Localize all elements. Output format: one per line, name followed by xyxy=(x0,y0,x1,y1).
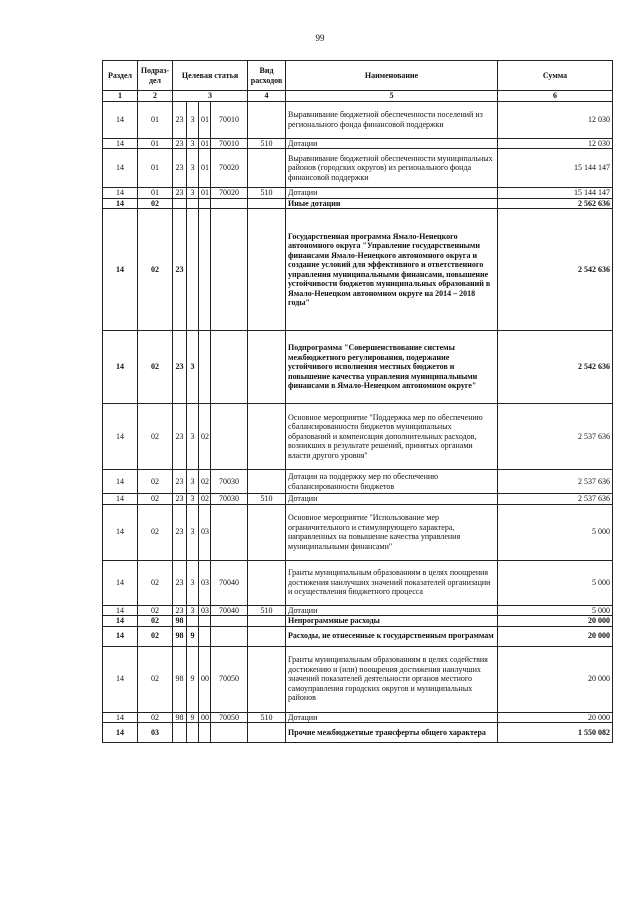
cell-subprogram: 3 xyxy=(187,560,199,605)
cell-razdel: 14 xyxy=(103,605,138,616)
cell-podrazdel: 02 xyxy=(138,605,173,616)
cell-razdel: 14 xyxy=(103,138,138,149)
budget-table xyxy=(102,60,613,743)
cell-subprogram xyxy=(187,616,199,627)
cell-name: Подпрограмма "Совершенствование системы межбюджетного регулирования, подержание устойчивого исполнения местных бюджетов и повышение качества управления муниципальными финансами в Ямало-Ненецком автономном округе" xyxy=(286,331,498,404)
cell-razdel: 14 xyxy=(103,646,138,712)
cell-event xyxy=(199,626,211,646)
cell-razdel: 14 xyxy=(103,616,138,627)
cell-subprogram: 3 xyxy=(187,138,199,149)
table-row xyxy=(103,188,613,199)
cell-vid xyxy=(248,331,286,404)
header-naimenovanie: Наименование xyxy=(286,61,498,91)
cell-direction: 70030 xyxy=(211,494,248,505)
cell-name: Прочие межбюджетные трансферты общего характера xyxy=(286,723,498,743)
cell-name: Дотации xyxy=(286,494,498,505)
table-row xyxy=(103,138,613,149)
cell-subprogram xyxy=(187,198,199,209)
cell-event: 02 xyxy=(199,404,211,470)
header-razdel: Раздел xyxy=(103,61,138,91)
cell-name: Государственная программа Ямало-Ненецкого автономного округа "Управление государственными финансами Ямало-Ненецкого автономного округа и создание условий для эффективного и ответственного управления муниципальными финансами, повышение устойчивости бюджетов муниципальных образований в Ямало-Ненецком автономном округе на 2014 – 2018 годы" xyxy=(286,209,498,331)
cell-sum: 20 000 xyxy=(498,712,613,723)
cell-program: 23 xyxy=(173,494,187,505)
cell-program xyxy=(173,723,187,743)
cell-vid xyxy=(248,504,286,560)
cell-podrazdel: 02 xyxy=(138,494,173,505)
cell-vid xyxy=(248,560,286,605)
cell-subprogram: 3 xyxy=(187,149,199,188)
page-number: 99 xyxy=(315,33,325,43)
cell-name: Иные дотации xyxy=(286,198,498,209)
table-row xyxy=(103,560,613,605)
cell-vid xyxy=(248,616,286,627)
cell-razdel: 14 xyxy=(103,404,138,470)
cell-sum: 2 542 636 xyxy=(498,209,613,331)
cell-razdel: 14 xyxy=(103,723,138,743)
cell-sum: 20 000 xyxy=(498,646,613,712)
cell-subprogram: 3 xyxy=(187,404,199,470)
cell-event: 00 xyxy=(199,712,211,723)
cell-program: 23 xyxy=(173,605,187,616)
header-summa: Сумма xyxy=(498,61,613,91)
cell-event xyxy=(199,209,211,331)
cell-podrazdel: 02 xyxy=(138,504,173,560)
cell-program: 23 xyxy=(173,404,187,470)
cell-direction: 70010 xyxy=(211,138,248,149)
cell-direction xyxy=(211,626,248,646)
cell-podrazdel: 02 xyxy=(138,646,173,712)
cell-sum: 12 030 xyxy=(498,138,613,149)
cell-program: 23 xyxy=(173,101,187,138)
cell-sum: 20 000 xyxy=(498,626,613,646)
cell-vid xyxy=(248,626,286,646)
cell-subprogram xyxy=(187,723,199,743)
cell-subprogram: 3 xyxy=(187,470,199,494)
cell-direction xyxy=(211,723,248,743)
table-row xyxy=(103,494,613,505)
cell-direction xyxy=(211,616,248,627)
cell-podrazdel: 02 xyxy=(138,470,173,494)
cell-direction: 70030 xyxy=(211,470,248,494)
cell-podrazdel: 03 xyxy=(138,723,173,743)
table-row xyxy=(103,712,613,723)
cell-podrazdel: 02 xyxy=(138,331,173,404)
cell-name: Основное мероприятие "Поддержка мер по обеспечению сбалансированности бюджетов муниципальных образований и компенсация дополнительных расходов, возникших в результате решений, принятых органами власти другого уровня" xyxy=(286,404,498,470)
cell-direction xyxy=(211,504,248,560)
cell-podrazdel: 02 xyxy=(138,616,173,627)
cell-vid: 510 xyxy=(248,188,286,199)
cell-program: 23 xyxy=(173,560,187,605)
cell-event: 00 xyxy=(199,646,211,712)
cell-subprogram: 3 xyxy=(187,188,199,199)
header-podrazdel: Подраз-дел xyxy=(138,61,173,91)
column-number-row xyxy=(103,91,613,102)
cell-name: Гранты муниципальным образованиям в целях содействия достижению и (или) поощрения достижения наилучших значений показателей деятельности органов местного самоуправления городских округов и муниципальных районов xyxy=(286,646,498,712)
cell-program: 98 xyxy=(173,626,187,646)
cell-event xyxy=(199,616,211,627)
cell-name: Выравнивание бюджетной обеспеченности муниципальных районов (городских округов) из регионального фонда финансовой поддержки xyxy=(286,149,498,188)
cell-vid: 510 xyxy=(248,605,286,616)
cell-razdel: 14 xyxy=(103,504,138,560)
cell-direction xyxy=(211,209,248,331)
cell-event: 02 xyxy=(199,494,211,505)
cell-vid: 510 xyxy=(248,712,286,723)
cell-program: 98 xyxy=(173,646,187,712)
header-vid: Вид расходов xyxy=(248,61,286,91)
cell-name: Непрограммные расходы xyxy=(286,616,498,627)
cell-vid xyxy=(248,470,286,494)
cell-direction: 70050 xyxy=(211,646,248,712)
cell-razdel: 14 xyxy=(103,626,138,646)
table-row xyxy=(103,209,613,331)
cell-subprogram: 9 xyxy=(187,712,199,723)
header-row xyxy=(103,61,613,91)
cell-subprogram xyxy=(187,209,199,331)
cell-vid xyxy=(248,723,286,743)
cell-name: Дотации xyxy=(286,712,498,723)
cell-vid xyxy=(248,404,286,470)
cell-sum: 1 550 082 xyxy=(498,723,613,743)
cell-program: 23 xyxy=(173,331,187,404)
cell-podrazdel: 02 xyxy=(138,712,173,723)
cell-program: 23 xyxy=(173,470,187,494)
cell-razdel: 14 xyxy=(103,101,138,138)
cell-name: Дотации xyxy=(286,605,498,616)
cell-program: 23 xyxy=(173,149,187,188)
cell-razdel: 14 xyxy=(103,470,138,494)
cell-program: 98 xyxy=(173,616,187,627)
cell-event: 03 xyxy=(199,560,211,605)
col-number: 4 xyxy=(248,91,286,102)
cell-event xyxy=(199,198,211,209)
cell-name: Гранты муниципальным образованиям в целях поощрения достижения наилучших значений показателей организации и осуществления бюджетного процесса xyxy=(286,560,498,605)
cell-vid: 510 xyxy=(248,138,286,149)
cell-event: 01 xyxy=(199,149,211,188)
cell-event xyxy=(199,723,211,743)
cell-subprogram: 3 xyxy=(187,101,199,138)
cell-program: 23 xyxy=(173,504,187,560)
cell-podrazdel: 01 xyxy=(138,188,173,199)
col-number: 6 xyxy=(498,91,613,102)
cell-name: Выравнивание бюджетной обеспеченности поселений из регионального фонда финансовой поддержки xyxy=(286,101,498,138)
cell-event: 02 xyxy=(199,470,211,494)
cell-direction: 70010 xyxy=(211,101,248,138)
table-row xyxy=(103,605,613,616)
cell-podrazdel: 01 xyxy=(138,138,173,149)
cell-subprogram: 9 xyxy=(187,646,199,712)
cell-direction: 70040 xyxy=(211,560,248,605)
cell-sum: 2 537 636 xyxy=(498,494,613,505)
cell-razdel: 14 xyxy=(103,188,138,199)
cell-name: Дотации xyxy=(286,188,498,199)
cell-name: Дотации на поддержку мер по обеспечению сбалансированности бюджетов xyxy=(286,470,498,494)
col-number: 5 xyxy=(286,91,498,102)
cell-razdel: 14 xyxy=(103,712,138,723)
cell-sum: 5 000 xyxy=(498,504,613,560)
cell-name: Расходы, не отнесенные к государственным программам xyxy=(286,626,498,646)
cell-vid xyxy=(248,646,286,712)
table-row xyxy=(103,616,613,627)
cell-subprogram: 3 xyxy=(187,605,199,616)
table-row xyxy=(103,331,613,404)
cell-program xyxy=(173,198,187,209)
cell-program: 98 xyxy=(173,712,187,723)
cell-razdel: 14 xyxy=(103,209,138,331)
col-number: 3 xyxy=(173,91,248,102)
table-row xyxy=(103,198,613,209)
table-row xyxy=(103,101,613,138)
cell-podrazdel: 02 xyxy=(138,560,173,605)
cell-podrazdel: 02 xyxy=(138,209,173,331)
cell-event: 01 xyxy=(199,138,211,149)
cell-razdel: 14 xyxy=(103,560,138,605)
col-number: 1 xyxy=(103,91,138,102)
cell-event: 03 xyxy=(199,605,211,616)
table-row xyxy=(103,470,613,494)
cell-vid xyxy=(248,209,286,331)
col-number: 2 xyxy=(138,91,173,102)
cell-sum: 2 537 636 xyxy=(498,404,613,470)
table-row xyxy=(103,149,613,188)
cell-vid xyxy=(248,198,286,209)
cell-direction: 70050 xyxy=(211,712,248,723)
cell-razdel: 14 xyxy=(103,198,138,209)
cell-direction xyxy=(211,331,248,404)
cell-program: 23 xyxy=(173,209,187,331)
cell-vid xyxy=(248,149,286,188)
cell-sum: 15 144 147 xyxy=(498,149,613,188)
cell-sum: 12 030 xyxy=(498,101,613,138)
cell-razdel: 14 xyxy=(103,494,138,505)
cell-sum: 5 000 xyxy=(498,605,613,616)
cell-direction: 70020 xyxy=(211,188,248,199)
cell-sum: 20 000 xyxy=(498,616,613,627)
cell-podrazdel: 02 xyxy=(138,404,173,470)
cell-event: 01 xyxy=(199,188,211,199)
table-row xyxy=(103,504,613,560)
cell-direction xyxy=(211,404,248,470)
table-row xyxy=(103,646,613,712)
cell-subprogram: 3 xyxy=(187,494,199,505)
cell-event xyxy=(199,331,211,404)
cell-direction: 70040 xyxy=(211,605,248,616)
cell-podrazdel: 02 xyxy=(138,626,173,646)
cell-podrazdel: 01 xyxy=(138,101,173,138)
cell-vid: 510 xyxy=(248,494,286,505)
cell-vid xyxy=(248,101,286,138)
cell-program: 23 xyxy=(173,188,187,199)
table-row xyxy=(103,404,613,470)
cell-sum: 15 144 147 xyxy=(498,188,613,199)
cell-name: Дотации xyxy=(286,138,498,149)
cell-subprogram: 3 xyxy=(187,331,199,404)
cell-name: Основное мероприятие "Использование мер ограничительного и стимулирующего характера, направленных на повышение качества управления муниципальными финансами" xyxy=(286,504,498,560)
cell-event: 03 xyxy=(199,504,211,560)
cell-razdel: 14 xyxy=(103,149,138,188)
cell-program: 23 xyxy=(173,138,187,149)
cell-sum: 2 537 636 xyxy=(498,470,613,494)
cell-sum: 2 562 636 xyxy=(498,198,613,209)
cell-subprogram: 3 xyxy=(187,504,199,560)
cell-event: 01 xyxy=(199,101,211,138)
cell-direction: 70020 xyxy=(211,149,248,188)
table-row xyxy=(103,723,613,743)
cell-direction xyxy=(211,198,248,209)
cell-podrazdel: 01 xyxy=(138,149,173,188)
cell-razdel: 14 xyxy=(103,331,138,404)
cell-podrazdel: 02 xyxy=(138,198,173,209)
cell-sum: 2 542 636 xyxy=(498,331,613,404)
cell-sum: 5 000 xyxy=(498,560,613,605)
cell-subprogram: 9 xyxy=(187,626,199,646)
header-tselevaya: Целевая статья xyxy=(173,61,248,91)
table-row xyxy=(103,626,613,646)
